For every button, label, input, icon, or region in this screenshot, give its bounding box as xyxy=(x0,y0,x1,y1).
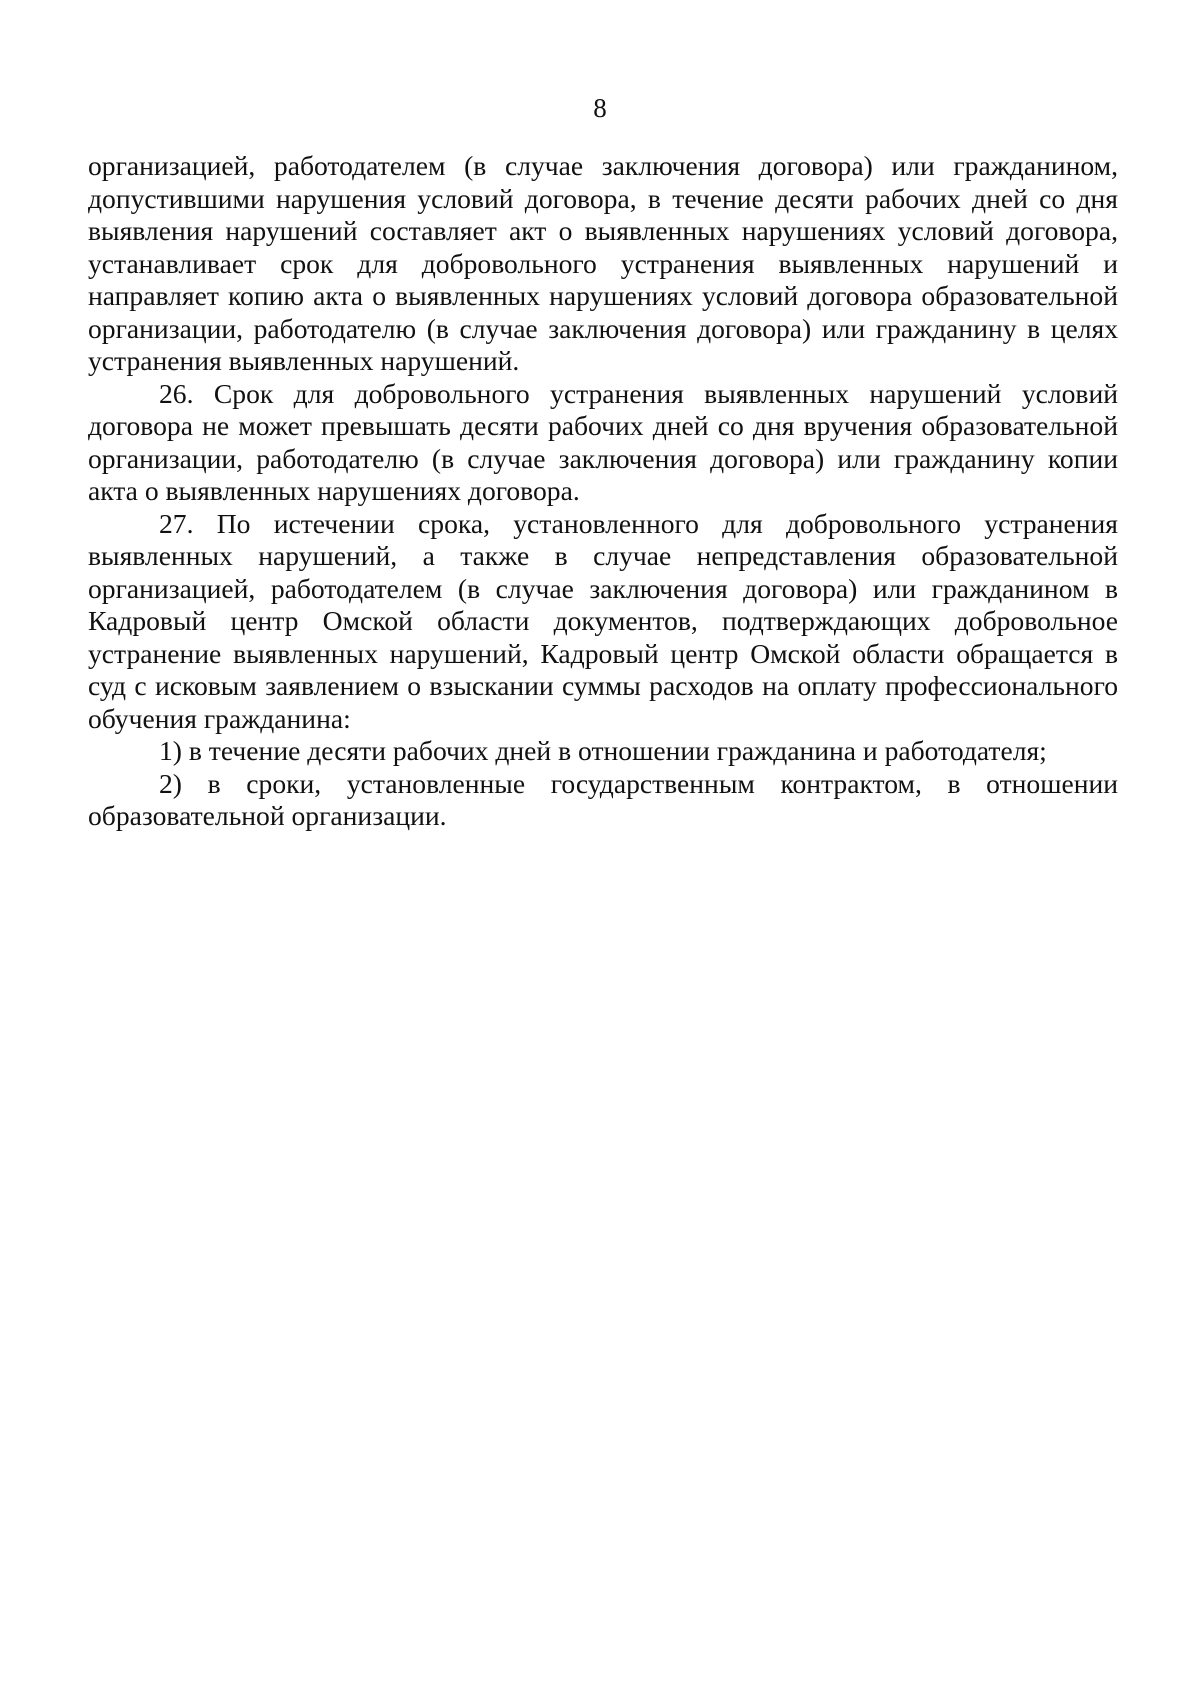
paragraph-27: 27. По истечении срока, установленного для добровольного устранения выявленных нарушений, а также в случае непредставления образовательной организацией, работодателем (в случае заключения договора) или гражданином в Кадровый центр Омской области документов, подтверждающих добровольное устранение выявленных нарушений, Кадровый центр Омской области обращается в суд с исковым заявлением о взыскании суммы расходов на оплату профессионального обучения гражданина: xyxy=(88,507,1118,734)
page-number: 8 xyxy=(593,93,607,123)
document-body xyxy=(88,150,1118,833)
paragraph-26: 26. Срок для добровольного устранения выявленных нарушений условий договора не может превышать десяти рабочих дней со дня вручения образовательной организации, работодателю (в случае заключения договора) или гражданину копии акта о выявленных нарушениях договора. xyxy=(88,377,1118,506)
list-item-2: 2) в сроки, установленные государственным контрактом, в отношении образовательной организации. xyxy=(88,767,1118,831)
list-item-1: 1) в течение десяти рабочих дней в отношении гражданина и работодателя; xyxy=(159,735,1047,766)
paragraph-continuation: организацией, работодателем (в случае заключения договора) или гражданином, допустившими нарушения условий договора, в течение десяти рабочих дней со дня выявления нарушений составляет акт о выявленных нарушениях условий договора, устанавливает срок для добровольного устранения выявленных нарушений и направляет копию акта о выявленных нарушениях условий договора образовательной организации, работодателю (в случае заключения договора) или гражданину в целях устранения выявленных нарушений. xyxy=(88,150,1118,376)
